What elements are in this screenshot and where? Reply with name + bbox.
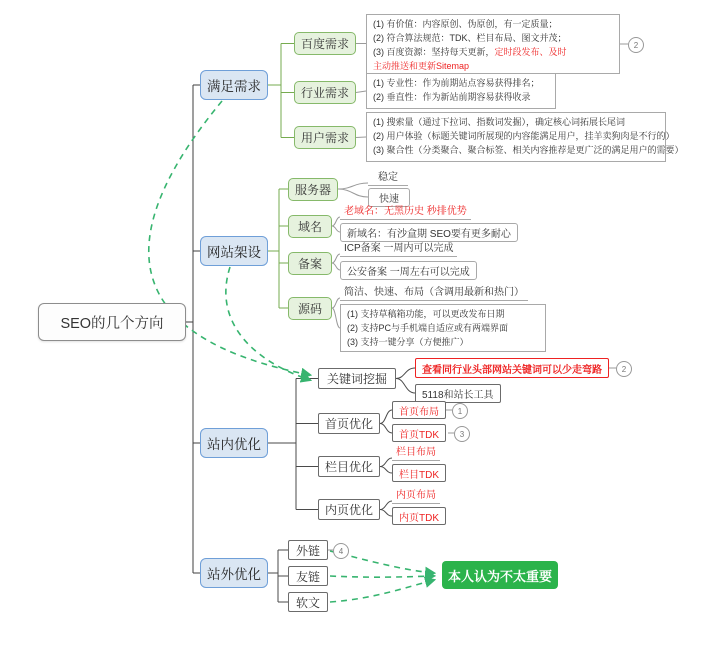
- node-site-building[interactable]: [200, 236, 268, 266]
- node-keyword-mining[interactable]: [318, 368, 396, 389]
- source-summary-text: 简洁、快速、布局（含调用最新和热门）: [344, 287, 524, 298]
- leaf-source-summary[interactable]: [340, 283, 528, 301]
- industry-needs-label: 行业需求: [300, 86, 349, 100]
- badge-number: 3: [459, 429, 465, 439]
- keyword-mining-label: 关键词挖掘: [326, 372, 387, 386]
- column-tdk-text: 栏目TDK: [399, 469, 439, 481]
- user-needs-label: 用户需求: [300, 131, 349, 145]
- baidu-note-line4-red: 主动推送和更新Sitemap: [373, 61, 470, 71]
- node-homepage-seo[interactable]: [318, 413, 380, 434]
- leaf-innerpage-layout[interactable]: [392, 486, 440, 504]
- baidu-note-line3-black: (3) 百度资源：坚持每天更新，: [373, 47, 495, 57]
- baidu-note-line3-red: 定时段发布、及时: [494, 47, 567, 57]
- leaf-domain-old[interactable]: [340, 202, 471, 220]
- note-badge-keyword-tip[interactable]: [616, 361, 632, 377]
- node-industry-needs[interactable]: [294, 81, 356, 104]
- node-offsite-seo[interactable]: [200, 558, 268, 588]
- keyword-tip-text: 查看同行业头部网站关键词可以少走弯路: [422, 364, 602, 376]
- node-column-seo[interactable]: [318, 456, 380, 477]
- badge-number: 4: [338, 546, 344, 556]
- industry-note-line2: (2) 垂直性：作为新站前期容易获得收录: [373, 92, 531, 102]
- leaf-icp-record[interactable]: [340, 239, 457, 257]
- baidu-note-line2: (2) 符合算法规范：TDK、栏目布局、图文并茂；: [373, 33, 567, 43]
- leaf-column-tdk[interactable]: [392, 464, 446, 482]
- node-satisfy-needs[interactable]: [200, 70, 268, 100]
- node-soft-articles[interactable]: [288, 592, 328, 612]
- innerpage-seo-label: 内页优化: [324, 503, 373, 517]
- industry-note-line1: (1) 专业性：作为前期站点容易获得排名；: [373, 78, 540, 88]
- column-seo-label: 栏目优化: [324, 460, 373, 474]
- node-friend-links[interactable]: [288, 566, 328, 586]
- offsite-label: 站外优化: [207, 567, 261, 582]
- leaf-homepage-layout[interactable]: [392, 401, 446, 419]
- domain-new-text: 新域名：有沙盒期 SEO要有更多耐心: [347, 229, 511, 240]
- note-box-user-needs[interactable]: [366, 112, 684, 162]
- node-onsite-seo[interactable]: [200, 428, 268, 458]
- source-label: 源码: [297, 302, 322, 316]
- build-branch-lines: [268, 189, 288, 308]
- column-layout-text: 栏目布局: [396, 447, 436, 458]
- leaf-innerpage-tdk[interactable]: [392, 507, 446, 525]
- root-label: SEO的几个方向: [60, 315, 164, 332]
- homepage-layout-text: 首页布局: [399, 406, 439, 418]
- source-note-line1: (1) 支持草稿箱功能，可以更改发布日期: [347, 309, 505, 319]
- server-fast-text: 快速: [379, 194, 399, 205]
- soft-articles-label: 软文: [295, 595, 320, 610]
- external-links-label: 外链: [295, 543, 320, 558]
- node-icp-record[interactable]: [288, 252, 332, 275]
- note-badge-homepage-tdk[interactable]: [454, 426, 470, 442]
- innerpage-tdk-text: 内页TDK: [399, 512, 439, 524]
- homepage-seo-label: 首页优化: [324, 417, 373, 431]
- node-user-needs[interactable]: [294, 126, 356, 149]
- leaf-homepage-tdk[interactable]: [392, 424, 446, 442]
- baidu-needs-label: 百度需求: [300, 37, 349, 51]
- badge-number: 1: [457, 406, 463, 416]
- satisfy-label: 满足需求: [207, 79, 261, 94]
- server-label: 服务器: [294, 183, 331, 197]
- homepage-tdk-text: 首页TDK: [399, 429, 439, 441]
- badge-number: 2: [633, 40, 639, 50]
- node-source-code[interactable]: [288, 297, 332, 320]
- satisfy-branch-lines: [268, 44, 294, 138]
- callout-not-important[interactable]: [442, 561, 558, 589]
- user-note-line2: (2) 用户体验（标题关键词所展现的内容能满足用户，挂羊卖狗肉是不行的）: [373, 131, 675, 141]
- keyword-tools-text: 5118和站长工具: [422, 390, 494, 401]
- badge-number: 2: [621, 364, 627, 374]
- build-label: 网站架设: [207, 245, 261, 260]
- domain-label: 域名: [297, 220, 322, 234]
- baidu-note-line1: (1) 有价值：内容原创、伪原创，有一定质量；: [373, 19, 558, 29]
- note-box-source-code[interactable]: [340, 304, 546, 352]
- root-node[interactable]: [38, 303, 186, 341]
- leaf-server-stable[interactable]: [368, 168, 408, 186]
- offsite-branch-lines: [268, 550, 288, 602]
- note-box-industry-needs[interactable]: [366, 73, 556, 109]
- node-innerpage-seo[interactable]: [318, 499, 380, 520]
- friend-links-label: 友链: [295, 569, 320, 584]
- note-badge-2[interactable]: [628, 37, 644, 53]
- node-server[interactable]: [288, 178, 338, 201]
- leaf-police-record[interactable]: [340, 261, 477, 280]
- callout-text: 本人认为不太重要: [447, 568, 552, 584]
- note-badge-external-links[interactable]: [333, 543, 349, 559]
- source-note-line2: (2) 支持PC与手机端自适应或有两端界面: [347, 323, 509, 333]
- police-record-text: 公安备案 一周左右可以完成: [347, 267, 470, 278]
- innerpage-layout-text: 内页布局: [396, 490, 436, 501]
- source-note-line3: (3) 支持一键分享（方便推广）: [347, 337, 469, 347]
- icp-record-text: ICP备案 一周内可以完成: [344, 243, 454, 254]
- node-domain[interactable]: [288, 215, 332, 238]
- user-note-line3: (3) 聚合性（分类聚合、聚合标签、相关内容推荐是更广泛的满足用户的需要）: [373, 145, 684, 155]
- domain-old-text: 老域名：无黑历史 秒排优势: [344, 206, 467, 217]
- baidu-note-line3: [373, 45, 613, 59]
- leaf-keyword-tip[interactable]: [415, 358, 609, 378]
- record-label: 备案: [297, 257, 322, 271]
- server-stable-text: 稳定: [378, 172, 398, 183]
- root-branch-lines: [186, 85, 200, 573]
- note-badge-homepage-layout[interactable]: [452, 403, 468, 419]
- user-note-line1: (1) 搜索量（通过下拉词、指数词发掘），确定核心词拓展长尾词: [373, 117, 626, 127]
- node-baidu-needs[interactable]: [294, 32, 356, 55]
- leaf-column-layout[interactable]: [392, 443, 440, 461]
- node-external-links[interactable]: [288, 540, 328, 560]
- onsite-label: 站内优化: [207, 437, 261, 452]
- note-box-baidu-needs[interactable]: [366, 14, 620, 74]
